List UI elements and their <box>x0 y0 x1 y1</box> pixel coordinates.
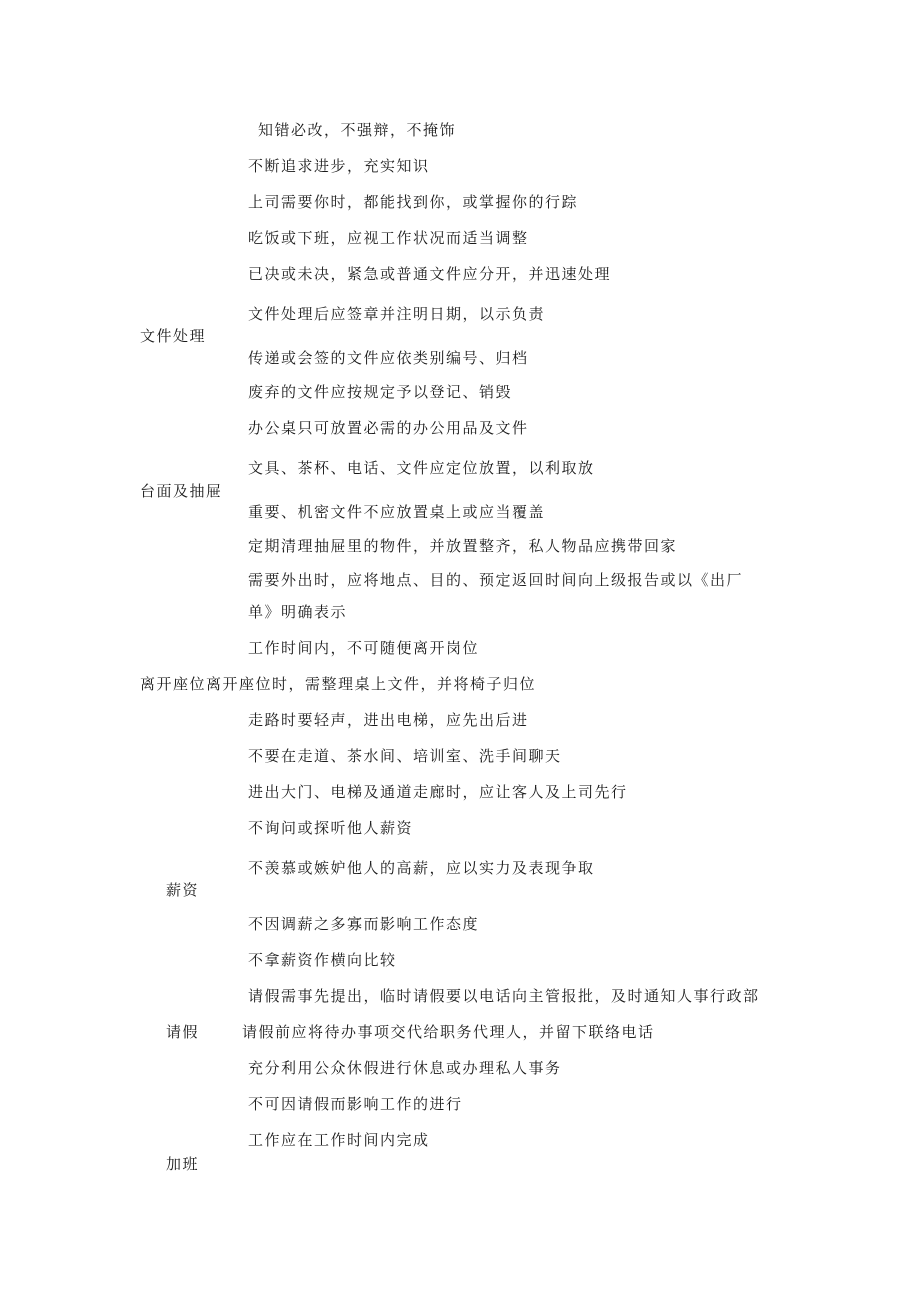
text-line: 知错必改，不强辩，不掩饰 <box>258 121 457 139</box>
text-line: 文具、茶杯、电话、文件应定位放置，以利取放 <box>248 459 595 477</box>
text-line: 不询问或探听他人薪资 <box>248 819 414 837</box>
section-label-desk-drawer: 台面及抽屉 <box>140 482 223 500</box>
text-line: 吃饭或下班，应视工作状况而适当调整 <box>248 229 529 247</box>
text-line: 工作应在工作时间内完成 <box>248 1131 430 1149</box>
text-line: 定期清理抽屉里的物件，并放置整齐，私人物品应携带回家 <box>248 537 678 555</box>
text-line: 重要、机密文件不应放置桌上或应当覆盖 <box>248 503 546 521</box>
text-line: 走路时要轻声，进出电梯，应先出后进 <box>248 711 529 729</box>
text-line: 传递或会签的文件应依类别编号、归档 <box>248 349 529 367</box>
text-line: 不可因请假而影响工作的进行 <box>248 1095 463 1113</box>
text-line: 不因调薪之多寡而影响工作态度 <box>248 915 480 933</box>
text-line: 上司需要你时，都能找到你，或掌握你的行踪 <box>248 193 579 211</box>
text-line: 工作时间内，不可随便离开岗位 <box>248 639 480 657</box>
text-line: 进出大门、电梯及通道走廊时，应让客人及上司先行 <box>248 783 628 801</box>
section-label-leave: 请假 <box>166 1023 200 1041</box>
text-line: 单》明确表示 <box>248 603 348 621</box>
text-line: 废弃的文件应按规定予以登记、销毁 <box>248 383 513 401</box>
text-line: 不拿薪资作横向比较 <box>248 951 397 969</box>
text-line: 需要外出时，应将地点、目的、预定返回时间向上级报告或以《出厂 <box>248 571 744 589</box>
text-line: 文件处理后应签章并注明日期，以示负责 <box>248 305 546 323</box>
text-line: 已决或未决，紧急或普通文件应分开，并迅速处理 <box>248 265 612 283</box>
text-line: 请假需事先提出，临时请假要以电话向主管报批，及时通知人事行政部 <box>248 987 760 1005</box>
section-label-leaving-seat: 离开座位离开座位时，需整理桌上文件，并将椅子归位 <box>140 675 537 693</box>
text-line: 不羡慕或嫉妒他人的高薪，应以实力及表现争取 <box>248 859 595 877</box>
section-label-file-handling: 文件处理 <box>140 327 207 345</box>
section-label-salary: 薪资 <box>166 881 200 899</box>
text-line: 不断追求进步，充实知识 <box>248 157 430 175</box>
section-label-overtime: 加班 <box>166 1155 200 1173</box>
text-line: 请假前应将待办事项交代给职务代理人，并留下联络电话 <box>242 1023 655 1041</box>
text-line: 充分利用公众休假进行休息或办理私人事务 <box>248 1059 562 1077</box>
text-line: 不要在走道、茶水间、培训室、洗手间聊天 <box>248 747 562 765</box>
text-line: 办公桌只可放置必需的办公用品及文件 <box>248 419 529 437</box>
